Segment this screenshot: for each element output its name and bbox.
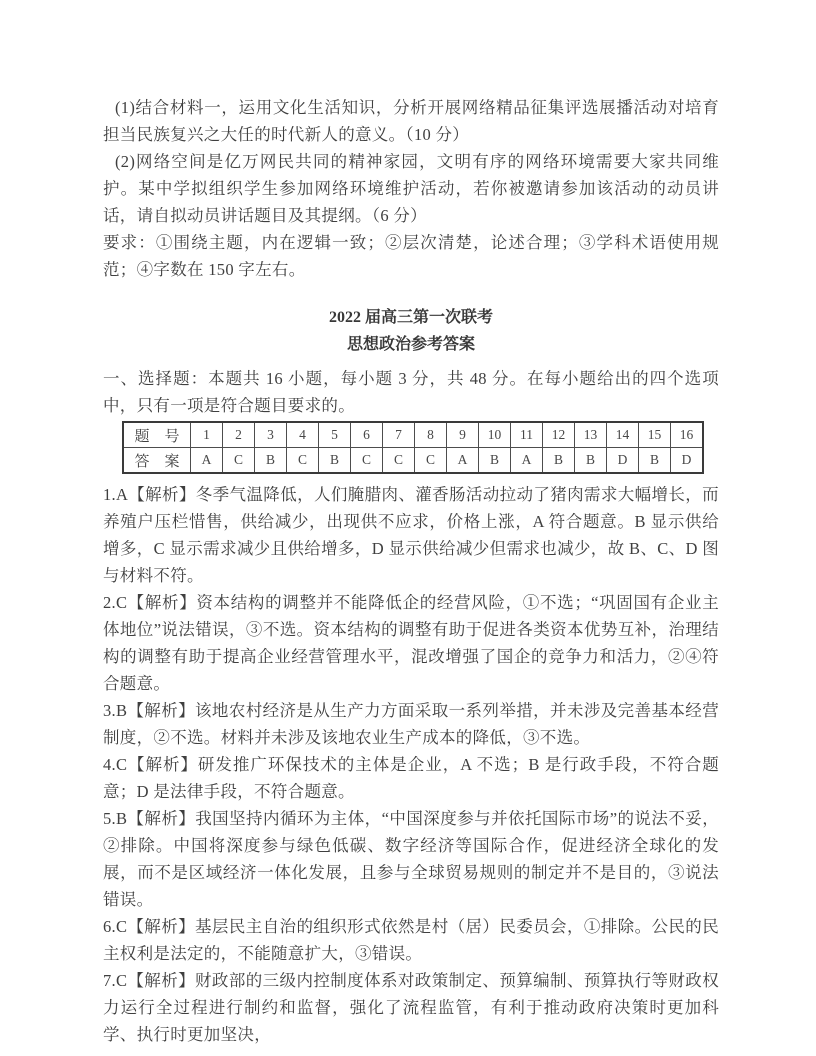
answer-cell: C — [383, 448, 415, 474]
exam-title: 2022 届高三第一次联考 — [328, 309, 493, 326]
answer-cell: B — [543, 448, 575, 474]
requirements-paragraph: 要求：①围绕主题，内在逻辑一致；②层次清楚，论述合理；③学科术语使用规范；④字数在 150 字左右。 — [103, 233, 719, 279]
answer-key-title: 思想政治参考答案 — [346, 336, 475, 353]
answer-row — [123, 448, 703, 474]
qnum-cell: 1 — [191, 422, 223, 448]
qnum-cell: 6 — [351, 422, 383, 448]
qnum-cell: 13 — [575, 422, 607, 448]
explanation-5: 5.B【解析】我国坚持内循环为主体，“中国深度参与并依托国际市场”的说法不妥，②排除。中国将深度参与绿色低碳、数字经济等国际合作，促进经济全球化的发展，而不是区域经济一体化发展，且参与全球贸易规则的制定并不是目的，③说法错误。 — [103, 809, 719, 909]
qnum-cell: 16 — [671, 422, 704, 448]
answer-cell: A — [511, 448, 543, 474]
page-content — [103, 94, 719, 1048]
answer-cell: B — [575, 448, 607, 474]
qnum-cell: 14 — [607, 422, 639, 448]
qnum-cell: 11 — [511, 422, 543, 448]
answer-header-cell: 答 案 — [123, 448, 191, 474]
answer-cell: C — [287, 448, 319, 474]
explanation-4: 4.C【解析】研发推广环保技术的主体是企业，A 不选；B 是行政手段，不符合题意；D 是法律手段，不符合题意。 — [103, 755, 719, 801]
answer-cell: B — [319, 448, 351, 474]
explanations-section — [103, 481, 719, 1048]
question-part-2: (2)网络空间是亿万网民共同的精神家园，文明有序的网络环境需要大家共同维护。某中学拟组织学生参加网络环境维护活动，若你被邀请参加该活动的动员讲话，请自拟动员讲话题目及其提纲。（6 分） — [103, 152, 719, 225]
qnum-cell: 2 — [223, 422, 255, 448]
qnum-cell: 3 — [255, 422, 287, 448]
qnum-cell: 5 — [319, 422, 351, 448]
qnum-cell: 12 — [543, 422, 575, 448]
explanation-3: 3.B【解析】该地农村经济是从生产力方面采取一系列举措，并未涉及完善基本经营制度，②不选。材料并未涉及该地农业生产成本的降低，③不选。 — [103, 701, 719, 747]
qnum-cell: 8 — [415, 422, 447, 448]
explanation-7: 7.C【解析】财政部的三级内控制度体系对政策制定、预算编制、预算执行等财政权力运行全过程进行制约和监督，强化了流程监管，有利于推动政府决策时更加科学、执行时更加坚决， — [103, 971, 719, 1044]
explanation-1: 1.A【解析】冬季气温降低，人们腌腊肉、灌香肠活动拉动了猪肉需求大幅增长，而养殖户压栏惜售，供给减少，出现供不应求，价格上涨，A 符合题意。B 显示供给增多，C 显示需求减少且供给增多，D 显示供给减少但需求也减少，故 B、C、D 图与材料不符。 — [103, 485, 719, 585]
answer-cell: C — [351, 448, 383, 474]
explanation-6: 6.C【解析】基层民主自治的组织形式依然是村（居）民委员会，①排除。公民的民主权利是法定的，不能随意扩大，③错误。 — [103, 917, 719, 963]
answer-cell: B — [255, 448, 287, 474]
section-heading-multiple-choice: 一、选择题：本题共 16 小题，每小题 3 分，共 48 分。在每小题给出的四个选项中，只有一项是符合题目要求的。 — [103, 369, 719, 415]
answer-cell: A — [191, 448, 223, 474]
answer-cell: B — [639, 448, 671, 474]
answer-cell: D — [671, 448, 704, 474]
qnum-cell: 15 — [639, 422, 671, 448]
answer-cell: B — [479, 448, 511, 474]
question-part-1: (1)结合材料一，运用文化生活知识，分析开展网络精品征集评选展播活动对培育担当民族复兴之大任的时代新人的意义。（10 分） — [103, 98, 719, 144]
qnum-cell: 7 — [383, 422, 415, 448]
explanation-2: 2.C【解析】资本结构的调整并不能降低企的经营风险，①不选；“巩固国有企业主体地位”说法错误，③不选。资本结构的调整有助于促进各类资本优势互补，治理结构的调整有助于提高企业经营管理水平，混改增强了国企的竞争力和活力，②④符合题意。 — [103, 593, 719, 693]
qnum-cell: 4 — [287, 422, 319, 448]
qnum-cell: 10 — [479, 422, 511, 448]
title-block — [103, 304, 719, 358]
answer-table — [122, 421, 704, 474]
answer-cell: C — [223, 448, 255, 474]
answer-cell: C — [415, 448, 447, 474]
qnum-cell: 9 — [447, 422, 479, 448]
answer-cell: D — [607, 448, 639, 474]
number-header-cell: 题 号 — [123, 422, 191, 448]
answer-cell: A — [447, 448, 479, 474]
question-number-row — [123, 422, 703, 448]
